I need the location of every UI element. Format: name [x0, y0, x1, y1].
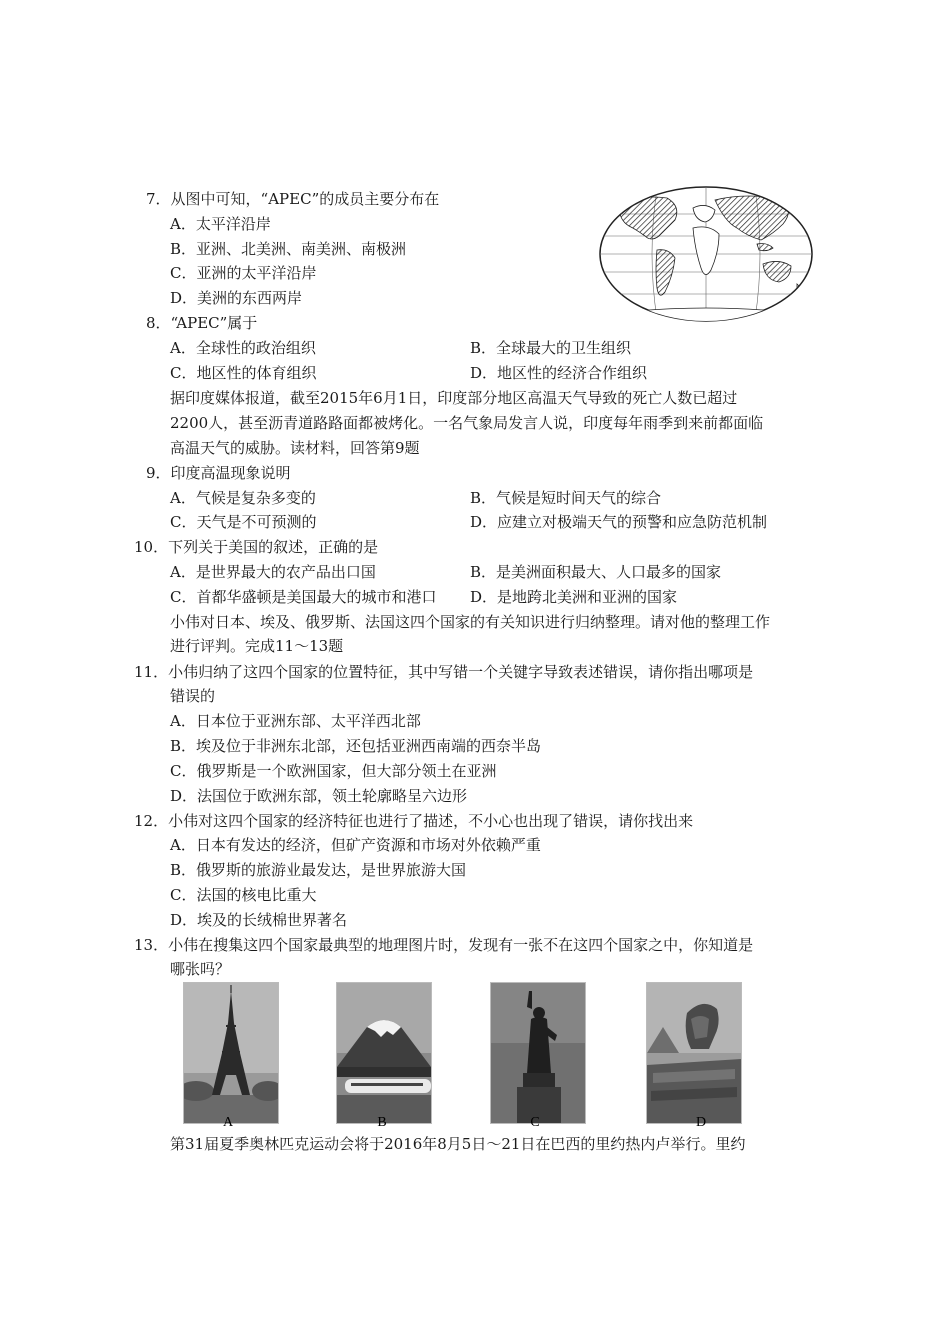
photo-statue-of-liberty — [490, 982, 586, 1124]
q11-option-d: D．法国位于欧洲东部，领土轮廓略呈六边形 — [170, 787, 468, 805]
passage2-line1: 小伟对日本、埃及、俄罗斯、法国这四个国家的有关知识进行归纳整理。请对他的整理工作 — [170, 613, 771, 631]
q7-stem: 7．从图中可知，“APEC”的成员主要分布在 — [146, 190, 440, 208]
q8-option-b: B．全球最大的卫生组织 — [470, 339, 632, 357]
q10-option-b: B．是美洲面积最大、人口最多的国家 — [470, 563, 722, 581]
q12-option-a: A．日本有发达的经济，但矿产资源和市场对外依赖严重 — [170, 836, 541, 854]
passage1-line1: 据印度媒体报道，截至2015年6月1日，印度部分地区高温天气导致的死亡人数已超过 — [170, 389, 738, 407]
q12-option-d: D．埃及的长绒棉世界著名 — [170, 911, 348, 929]
q12-option-b: B．俄罗斯的旅游业最发达，是世界旅游大国 — [170, 861, 467, 879]
passage1-line3: 高温天气的威胁。读材料，回答第9题 — [170, 439, 420, 457]
q11-option-a: A．日本位于亚洲东部、太平洋西北部 — [170, 712, 421, 730]
q7-option-a: A．太平洋沿岸 — [170, 215, 271, 233]
q8-option-a: A．全球性的政治组织 — [170, 339, 316, 357]
q11-option-b: B．埃及位于非洲东北部，还包括亚洲西南端的西奈半岛 — [170, 737, 542, 755]
q8-stem: 8．“APEC”属于 — [146, 314, 258, 332]
q9-stem: 9．印度高温现象说明 — [146, 464, 291, 482]
q9-option-c: C．天气是不可预测的 — [170, 513, 317, 531]
q12-stem: 12．小伟对这四个国家的经济特征也进行了描述，不小心也出现了错误，请你找出来 — [134, 812, 694, 830]
q10-option-d: D．是地跨北美洲和亚洲的国家 — [470, 588, 678, 606]
q13-stem-line2: 哪张吗？ — [170, 960, 231, 978]
caption-b: B — [377, 1115, 387, 1130]
q8-option-d: D．地区性的经济合作组织 — [470, 364, 648, 382]
q7-option-c: C．亚洲的太平洋沿岸 — [170, 264, 317, 282]
q12-option-c: C．法国的核电比重大 — [170, 886, 317, 904]
q9-option-d: D．应建立对极端天气的预警和应急防范机制 — [470, 513, 768, 531]
passage3-line1: 第31届夏季奥林匹克运动会将于2016年8月5日～21日在巴西的里约热内卢举行。里约 — [170, 1135, 746, 1153]
photo-mount-fuji — [336, 982, 432, 1124]
q11-stem-line1: 11．小伟归纳了这四个国家的位置特征，其中写错一个关键字导致表述错误，请你指出哪项是 — [134, 663, 754, 681]
caption-c: C — [530, 1115, 540, 1130]
q9-option-a: A．气候是复杂多变的 — [170, 489, 316, 507]
photo-sphinx — [646, 982, 742, 1124]
apec-world-map — [597, 184, 815, 324]
q10-option-c: C．首都华盛顿是美国最大的城市和港口 — [170, 588, 437, 606]
q9-option-b: B．气候是短时间天气的综合 — [470, 489, 662, 507]
q11-stem-line2: 错误的 — [170, 687, 216, 705]
q10-stem: 10．下列关于美国的叙述，正确的是 — [134, 538, 379, 556]
passage2-line2: 进行评判。完成11～13题 — [170, 637, 344, 655]
photo-eiffel-tower — [183, 982, 279, 1124]
q13-stem-line1: 13．小伟在搜集这四个国家最典型的地理图片时，发现有一张不在这四个国家之中，你知道是 — [134, 936, 754, 954]
q7-option-d: D．美洲的东西两岸 — [170, 289, 303, 307]
passage1-line2: 2200人，甚至沥青道路路面都被烤化。一名气象局发言人说，印度每年雨季到来前都面临 — [170, 414, 764, 432]
q11-option-c: C．俄罗斯是一个欧洲国家，但大部分领土在亚洲 — [170, 762, 497, 780]
q8-option-c: C．地区性的体育组织 — [170, 364, 317, 382]
q7-option-b: B．亚洲、北美洲、南美洲、南极洲 — [170, 240, 407, 258]
q10-option-a: A．是世界最大的农产品出口国 — [170, 563, 376, 581]
caption-d: D — [695, 1115, 707, 1130]
caption-a: A — [222, 1115, 234, 1130]
